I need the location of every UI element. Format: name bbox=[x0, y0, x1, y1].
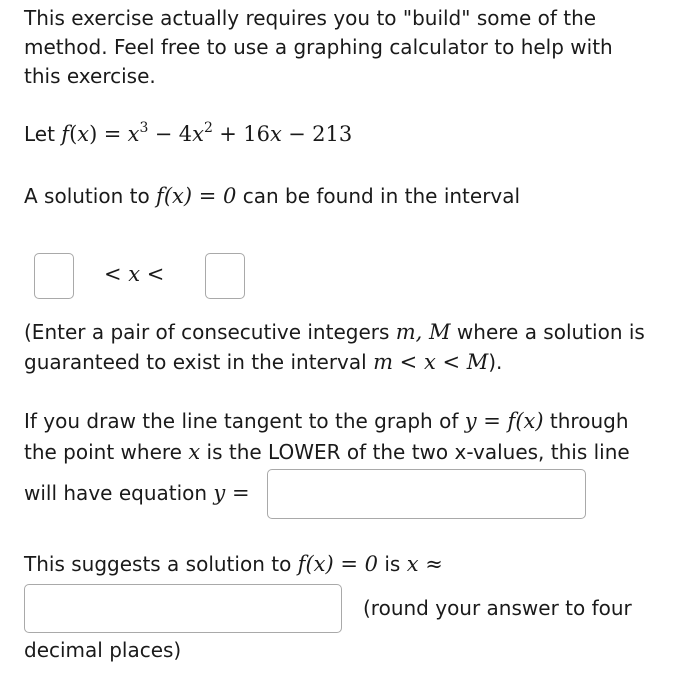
tangent-line-3 bbox=[24, 479, 250, 508]
f-symbol: f bbox=[61, 122, 70, 146]
approx-answer-input[interactable] bbox=[24, 584, 342, 633]
exponent-2: 2 bbox=[203, 120, 213, 136]
hint-text-2a: guaranteed to exist in the interval bbox=[24, 350, 367, 374]
let-label: Let bbox=[24, 122, 55, 146]
hint-math-mM: m, M bbox=[395, 320, 451, 344]
exponent-3: 3 bbox=[139, 120, 149, 136]
lparen: ( bbox=[69, 122, 78, 146]
minus-sign-2: − bbox=[288, 122, 306, 146]
upper-bound-input[interactable] bbox=[205, 253, 245, 299]
tangent-equation-input[interactable] bbox=[267, 469, 586, 519]
tangent-line-1 bbox=[24, 407, 629, 436]
solution-prefix: A solution to bbox=[24, 184, 150, 208]
suggest-approx: x ≈ bbox=[406, 552, 443, 576]
x-squared-base: x bbox=[192, 122, 204, 146]
hint-math-interval: m < x < M bbox=[373, 350, 489, 374]
tangent-text-2b: is the LOWER of the two x-values, this line bbox=[206, 440, 630, 464]
round-note-continued: decimal places) bbox=[24, 638, 182, 662]
solution-equation: f(x) = 0 bbox=[156, 184, 237, 208]
interval-middle-text: < x < bbox=[104, 262, 165, 286]
tangent-text-1b: through bbox=[549, 409, 629, 433]
rparen: ) bbox=[89, 122, 98, 146]
function-definition bbox=[24, 120, 352, 152]
suggest-is: is bbox=[384, 552, 401, 576]
x-cubed-base: x bbox=[127, 122, 140, 146]
coef-4: 4 bbox=[178, 122, 193, 146]
intro-line-2: method. Feel free to use a graphing calculator to help with bbox=[24, 35, 613, 59]
constant-213: 213 bbox=[312, 122, 353, 146]
tangent-math-yfx: y = f(x) bbox=[464, 409, 544, 433]
tangent-line-2 bbox=[24, 438, 630, 467]
solution-suffix: can be found in the interval bbox=[242, 184, 521, 208]
tangent-math-y-eq: y = bbox=[213, 481, 250, 505]
hint-text-2b: ). bbox=[488, 350, 503, 374]
plus-sign: + bbox=[219, 122, 237, 146]
minus-sign-1: − bbox=[154, 122, 173, 146]
hint-line-2 bbox=[24, 348, 502, 377]
tangent-text-2a: the point where bbox=[24, 440, 182, 464]
round-note: (round your answer to four bbox=[363, 596, 632, 620]
tangent-text-1a: If you draw the line tangent to the graph of bbox=[24, 409, 459, 433]
lower-bound-input[interactable] bbox=[34, 253, 74, 299]
solution-sentence bbox=[24, 182, 520, 211]
hint-text-1b: where a solution is bbox=[456, 320, 645, 344]
tangent-math-x: x bbox=[188, 440, 201, 464]
hint-text-1a: (Enter a pair of consecutive integers bbox=[24, 320, 390, 344]
equals-sign: = bbox=[103, 122, 122, 146]
intro-line-1: This exercise actually requires you to "build" some of the bbox=[24, 6, 597, 30]
coef-16: 16 bbox=[243, 122, 270, 146]
suggest-equation: f(x) = 0 bbox=[297, 552, 378, 576]
suggest-prefix: This suggests a solution to bbox=[24, 552, 292, 576]
suggest-line bbox=[24, 550, 443, 579]
intro-line-3: this exercise. bbox=[24, 64, 156, 88]
tangent-text-3a: will have equation bbox=[24, 481, 208, 505]
x-linear: x bbox=[269, 122, 282, 146]
x-symbol: x bbox=[77, 122, 90, 146]
hint-line-1 bbox=[24, 318, 645, 347]
